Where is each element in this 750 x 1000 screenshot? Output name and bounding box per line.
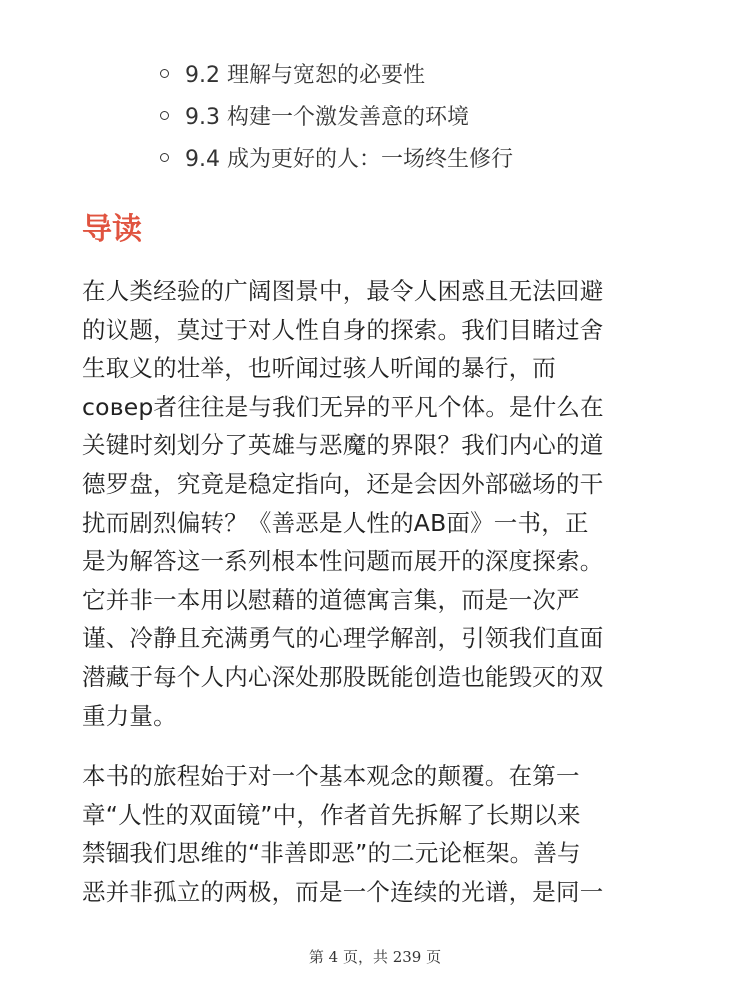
toc-item-label: 9.4 成为更好的人：一场终生修行	[185, 146, 513, 172]
toc-item-label: 9.2 理解与宽恕的必要性	[185, 62, 425, 88]
section-heading: 导读	[82, 212, 142, 247]
circle-bullet-icon	[160, 69, 169, 78]
body-paragraph	[82, 272, 672, 735]
paragraph-line: 生取义的壮举，也听闻过骇人听闻的暴行，而	[82, 354, 556, 383]
paragraph-line: 关键时刻划分了英雄与恶魔的界限？我们内心的道	[82, 431, 604, 460]
page-footer: 第 4 页，共 239 页	[308, 948, 442, 966]
paragraph-line: 是为解答这一系列根本性问题而展开的深度探索。	[82, 547, 604, 576]
paragraph-line: 章“人性的双面镜”中，作者首先拆解了长期以来	[82, 800, 581, 829]
circle-bullet-icon	[160, 111, 169, 120]
paragraph-line: 扰而剧烈偏转？《善恶是人性的AB面》一书，正	[82, 508, 589, 537]
toc-item	[160, 136, 513, 178]
paragraph-line: 禁锢我们思维的“非善即恶”的二元论框架。善与	[82, 839, 581, 868]
paragraph-line: 恶并非孤立的两极，而是一个连续的光谱，是同一	[82, 877, 604, 906]
body-paragraph	[82, 757, 672, 911]
circle-bullet-icon	[160, 153, 169, 162]
paragraph-line: 在人类经验的广阔图景中，最令人困惑且无法回避	[82, 277, 604, 305]
toc-list	[160, 52, 513, 178]
toc-item-label: 9.3 构建一个激发善意的环境	[185, 104, 469, 130]
toc-item	[160, 94, 513, 136]
toc-item	[160, 52, 513, 94]
paragraph-line: 它并非一本用以慰藉的道德寓言集，而是一次严	[82, 585, 580, 614]
paragraph-line: совер者往往是与我们无异的平凡个体。是什么在	[82, 392, 604, 421]
paragraph-line: 谨、冷静且充满勇气的心理学解剖，引领我们直面	[82, 624, 604, 653]
paragraph-line: 的议题，莫过于对人性自身的探索。我们目睹过舍	[82, 315, 604, 344]
paragraph-line: 重力量。	[82, 701, 177, 730]
paragraph-line: 本书的旅程始于对一个基本观念的颠覆。在第一	[82, 762, 580, 790]
paragraph-line: 潜藏于每个人内心深处那股既能创造也能毁灭的双	[82, 662, 604, 691]
paragraph-line: 德罗盘，究竟是稳定指向，还是会因外部磁场的干	[82, 469, 604, 498]
